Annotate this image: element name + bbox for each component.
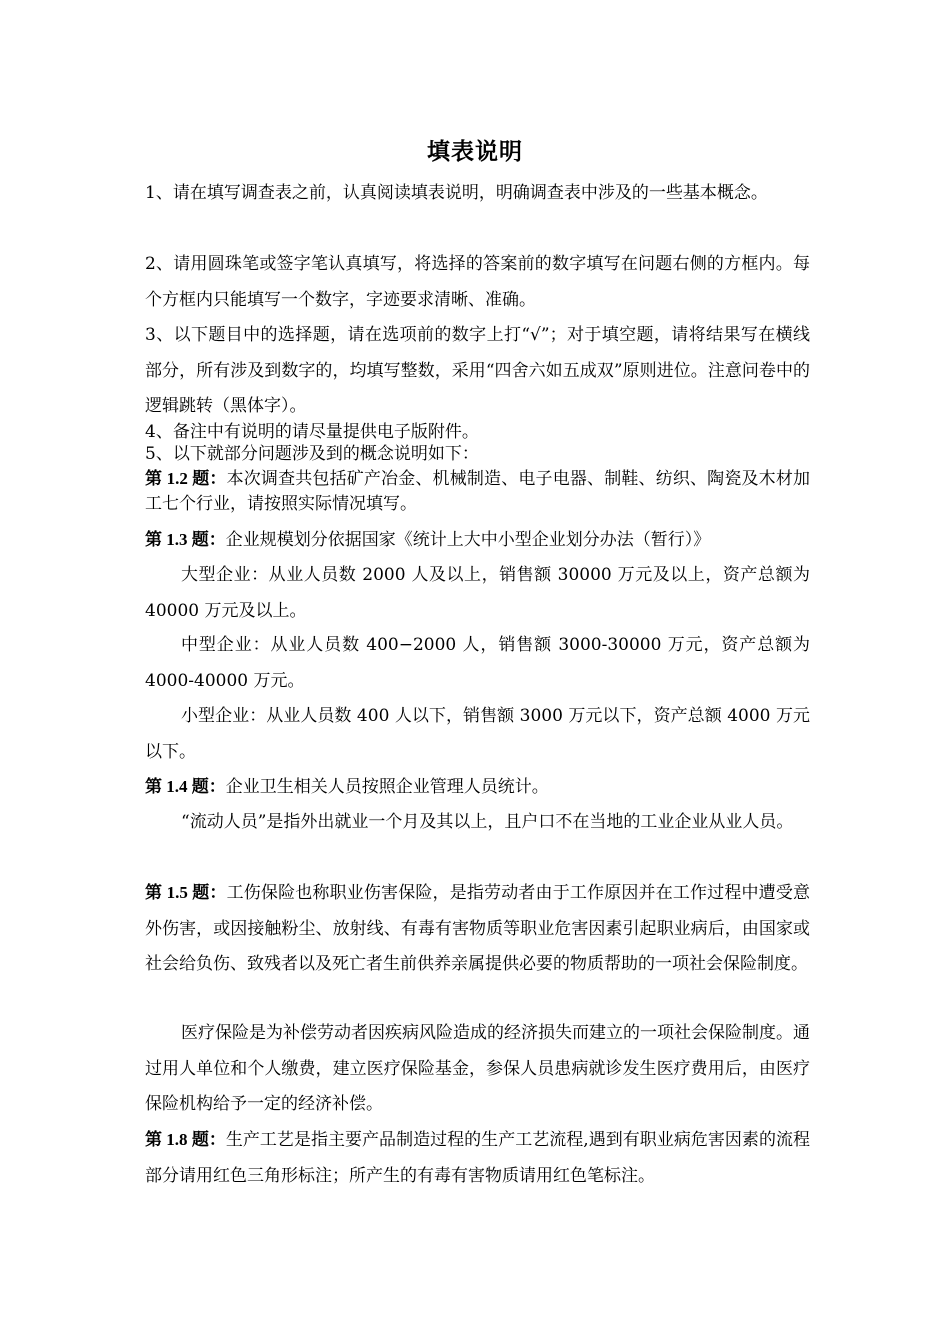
question-1-8-note (145, 1122, 810, 1194)
question-1-8-text: 生产工艺是指主要产品制造过程的生产工艺流程,遇到有职业病危害因素的流程部分请用红色三角形标注；所产生的有毒有害物质请用红色笔标注。 (145, 1130, 810, 1186)
instruction-3: 3、以下题目中的选择题，请在选项前的数字上打“√”；对于填空题，请将结果写在横线部分，所有涉及到数字的，均填写整数，采用“四舍六如五成双”原则进位。注意问卷中的逻辑跳转（黑体字）。 (145, 325, 810, 416)
question-1-5-text: 工伤保险也称职业伤害保险，是指劳动者由于工作原因并在工作过程中遭受意外伤害，或因接触粉尘、放射线、有毒有害物质等职业危害因素引起职业病后，由国家或社会给负伤、致残者以及死亡者生前供养亲属提供必要的物质帮助的一项社会保险制度。 (145, 883, 811, 974)
question-1-4-text: 企业卫生相关人员按照企业管理人员统计。 (225, 777, 549, 797)
question-1-4-label: 第 1.4 题： (145, 777, 226, 796)
floating-personnel-definition: “流动人员”是指外出就业一个月及其以上，且户口不在当地的工业企业从业人员。 (181, 812, 794, 832)
instruction-5: 5、以下就部分问题涉及到的概念说明如下： (145, 444, 479, 464)
small-enterprise-definition: 小型企业：从业人员数 400 人以下，销售额 3000 万元以下，资产总额 4000 万元以下。 (145, 706, 810, 762)
question-1-3-label: 第 1.3 题： (145, 530, 226, 549)
medium-enterprise-definition: 中型企业：从业人员数 400−2000 人，销售额 3000-30000 万元，资产总额为 4000-40000 万元。 (145, 635, 810, 691)
instruction-1: 1、请在填写调查表之前，认真阅读填表说明，明确调查表中涉及的一些基本概念。 (145, 183, 768, 203)
question-1-2-note (145, 466, 810, 517)
question-1-5-label: 第 1.5 题： (145, 883, 227, 902)
instruction-4: 4、备注中有说明的请尽量提供电子版附件。 (145, 422, 479, 442)
question-1-8-label: 第 1.8 题： (145, 1130, 226, 1149)
question-1-2-text: 本次调查共包括矿产冶金、机械制造、电子电器、制鞋、纺织、陶瓷及木材加工七个行业，请按照实际情况填写。 (145, 469, 811, 514)
large-enterprise-definition: 大型企业：从业人员数 2000 人及以上，销售额 30000 万元及以上，资产总额为 40000 万元及以上。 (145, 565, 810, 621)
question-1-3-note (145, 522, 810, 559)
instruction-2: 2、请用圆珠笔或签字笔认真填写，将选择的答案前的数字填写在问题右侧的方框内。每个方框内只能填写一个数字，字迹要求清晰、准确。 (145, 254, 810, 310)
question-1-5-note (145, 875, 810, 983)
question-1-4-note (145, 769, 810, 806)
medical-insurance-definition: 医疗保险是为补偿劳动者因疾病风险造成的经济损失而建立的一项社会保险制度。通过用人单位和个人缴费，建立医疗保险基金，参保人员患病就诊发生医疗费用后，由医疗保险机构给予一定的经济补偿。 (145, 1023, 810, 1114)
question-1-2-label: 第 1.2 题： (145, 469, 227, 488)
question-1-3-text: 企业规模划分依据国家《统计上大中小型企业划分办法（暂行）》 (225, 530, 711, 550)
page-title: 填表说明 (427, 139, 523, 165)
